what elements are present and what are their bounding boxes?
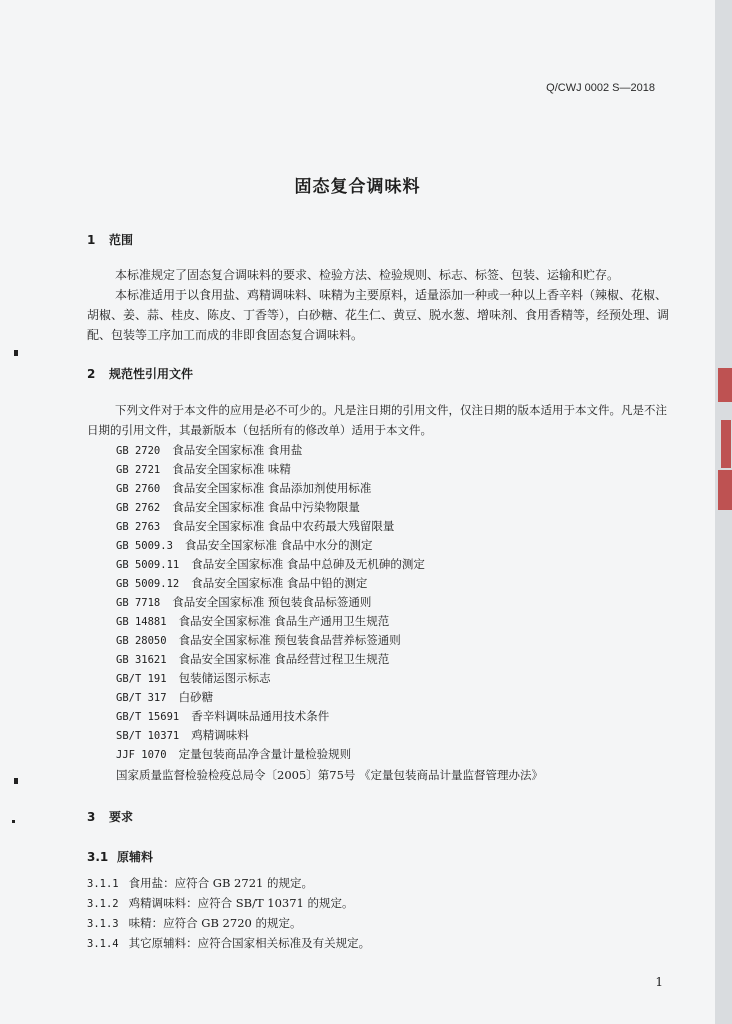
requirement-number: 3.1.1: [87, 878, 119, 890]
section-3-heading: [87, 808, 133, 825]
section-2-heading: [87, 365, 193, 382]
requirement-text: 鸡精调味料：应符合 SB/T 10371 的规定。: [128, 896, 354, 910]
section-3-1-title: 原辅料: [117, 850, 154, 864]
reference-item: [116, 480, 371, 496]
scan-mark: [12, 820, 15, 823]
reference-item: [116, 537, 373, 553]
reference-title: 食品安全国家标准 预包装食品营养标签通则: [178, 633, 401, 647]
requirement-text: 味精：应符合 GB 2720 的规定。: [128, 916, 302, 930]
reference-title: 食品安全国家标准 食品中水分的测定: [184, 538, 373, 552]
reference-code: GB 5009.11: [116, 559, 180, 571]
document-title: 固态复合调味料: [294, 177, 421, 197]
reference-title: 食品安全国家标准 味精: [172, 462, 291, 476]
reference-title: 食品安全国家标准 食品中铅的测定: [191, 576, 368, 590]
reference-title: 包装储运图示标志: [178, 671, 271, 685]
reference-code: GB/T 191: [116, 673, 167, 685]
requirement-item: [87, 915, 301, 931]
page-edge: [715, 0, 732, 1024]
reference-title: 食品安全国家标准 食品添加剂使用标准: [172, 481, 372, 495]
seal-fragment: [718, 470, 732, 510]
reference-title: 食品安全国家标准 食品中总砷及无机砷的测定: [191, 557, 425, 571]
section-3-number: 3: [87, 810, 96, 824]
reference-code: GB 2721: [116, 464, 161, 476]
reference-item: [116, 594, 371, 610]
reference-title: 食品安全国家标准 食用盐: [172, 443, 303, 457]
requirement-text: 食用盐：应符合 GB 2721 的规定。: [128, 876, 313, 890]
reference-title: 白砂糖: [178, 690, 214, 704]
reference-title: 鸡精调味料: [191, 728, 249, 742]
reference-code: SB/T 10371: [116, 730, 180, 742]
reference-item: [116, 670, 271, 686]
requirement-item: [87, 895, 354, 911]
reference-title: 食品安全国家标准 食品生产通用卫生规范: [178, 614, 390, 628]
reference-code: GB 2763: [116, 521, 161, 533]
reference-code: GB/T 15691: [116, 711, 180, 723]
reference-item: [116, 499, 360, 515]
reference-item: [116, 651, 389, 667]
scope-paragraph-2: 本标准适用于以食用盐、鸡精调味料、味精为主要原料，适量添加一种或一种以上香辛料（辣椒、花椒、胡椒、姜、蒜、桂皮、陈皮、丁香等），白砂糖、花生仁、黄豆、脱水葱、增味剂、食用香精等，经预处理、调配、包装等工序加工而成的非即食固态复合调味料。: [87, 288, 670, 342]
section-1-number: 1: [87, 233, 96, 247]
section-1-heading: [87, 231, 133, 248]
reference-item: [116, 442, 302, 458]
reference-title: 食品安全国家标准 食品中农药最大残留限量: [172, 519, 395, 533]
requirement-item: [87, 875, 313, 891]
reference-title: 食品安全国家标准 食品中污染物限量: [172, 500, 360, 514]
reference-item: [116, 689, 213, 705]
reference-item: [116, 575, 367, 591]
section-3-title: 要求: [109, 810, 134, 824]
reference-item: [116, 632, 401, 648]
section-3-1-heading: [87, 848, 153, 865]
reference-code: JJF 1070: [116, 749, 167, 761]
section-2-title: 规范性引用文件: [109, 367, 194, 381]
scope-paragraph-1: 本标准规定了固态复合调味料的要求、检验方法、检验规则、标志、标签、包装、运输和贮存。: [115, 268, 620, 282]
reference-code: GB 5009.12: [116, 578, 180, 590]
reference-item: [116, 708, 329, 724]
reference-code: GB/T 317: [116, 692, 167, 704]
reference-item: [116, 746, 351, 762]
reference-title: 香辛料调味品通用技术条件: [191, 709, 330, 723]
reference-item: [116, 556, 425, 572]
section-1-title: 范围: [109, 233, 134, 247]
requirement-number: 3.1.3: [87, 918, 119, 930]
requirement-item: [87, 935, 370, 951]
seal-fragment: [718, 368, 732, 402]
page-number: 1: [655, 975, 663, 989]
reference-title: 食品安全国家标准 预包装食品标签通则: [172, 595, 372, 609]
requirement-number: 3.1.4: [87, 938, 119, 950]
reference-item: [116, 727, 249, 743]
reference-title: 定量包装商品净含量计量检验规则: [178, 747, 352, 761]
reference-item: [116, 518, 394, 534]
scan-mark: [14, 350, 18, 356]
reference-item: [116, 461, 291, 477]
reference-code: GB 2762: [116, 502, 161, 514]
reference-item: [116, 613, 389, 629]
reference-code: GB 2720: [116, 445, 161, 457]
reference-title: 食品安全国家标准 食品经营过程卫生规范: [178, 652, 390, 666]
reference-code: GB 14881: [116, 616, 167, 628]
reference-code: GB 2760: [116, 483, 161, 495]
requirement-text: 其它原辅料：应符合国家相关标准及有关规定。: [128, 936, 371, 950]
seal-fragment: [721, 420, 731, 468]
section-3-1-number: 3.1: [87, 850, 109, 864]
reference-code: GB 31621: [116, 654, 167, 666]
references-intro: 下列文件对于本文件的应用是必不可少的。凡是注日期的引用文件，仅注日期的版本适用于本文件。凡是不注日期的引用文件，其最新版本（包括所有的修改单）适用于本文件。: [87, 403, 667, 437]
document-code: Q/CWJ 0002 S—2018: [546, 82, 655, 94]
scan-mark: [14, 778, 18, 784]
reference-code: GB 7718: [116, 597, 161, 609]
requirement-number: 3.1.2: [87, 898, 119, 910]
reference-code: GB 28050: [116, 635, 167, 647]
reference-decree: 国家质量监督检验检疫总局令〔2005〕第75号 《定量包装商品计量监督管理办法》: [116, 768, 544, 782]
section-2-number: 2: [87, 367, 96, 381]
reference-code: GB 5009.3: [116, 540, 173, 552]
